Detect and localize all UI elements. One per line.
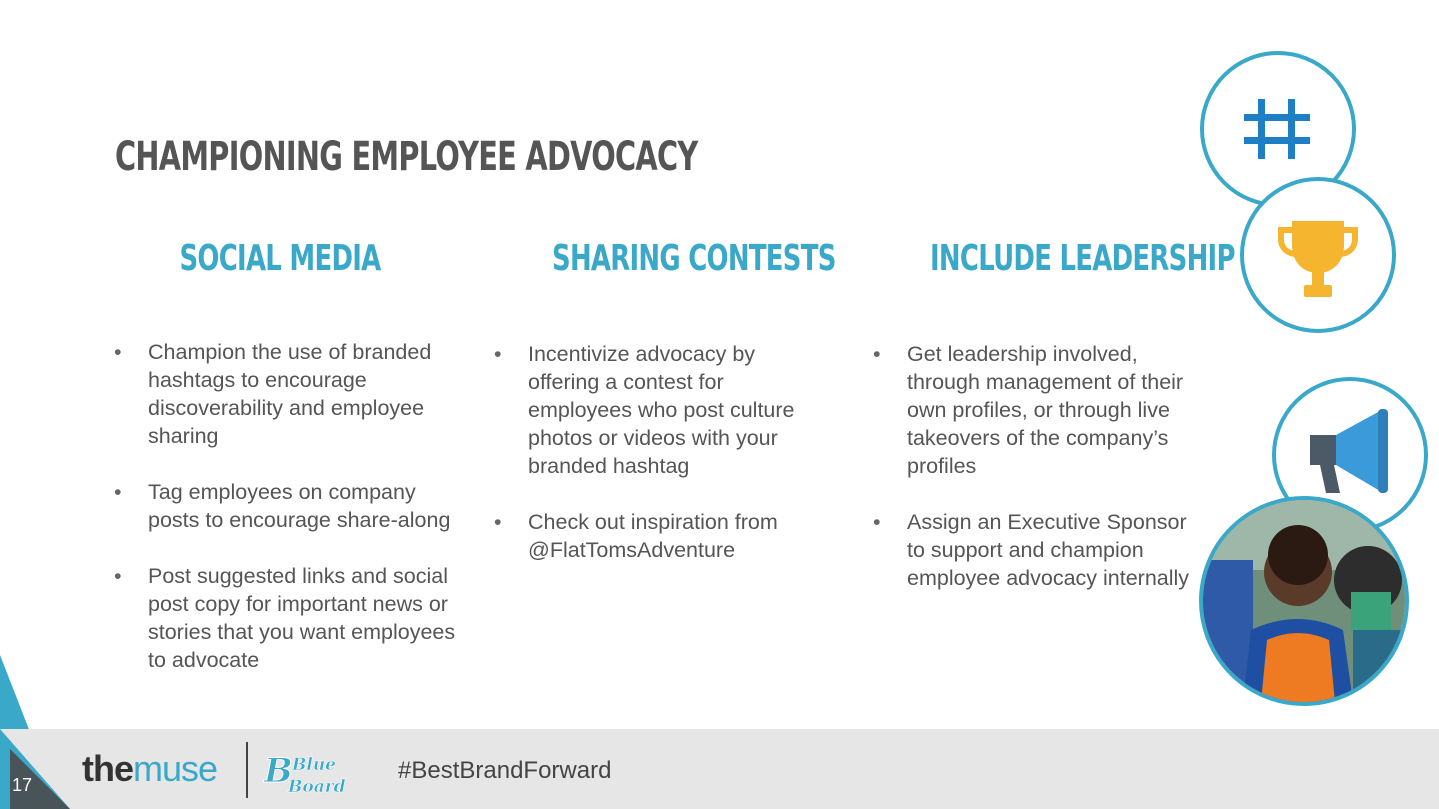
- heading-sharing-contests: SHARING CONTESTS: [552, 238, 836, 279]
- list-item: • Tag employees on company posts to encourage share-along: [114, 478, 464, 534]
- logo-muse-text: muse: [133, 748, 218, 789]
- team-photo-circle: [1199, 496, 1409, 706]
- blueboard-logo-bottom-text: Board: [288, 777, 346, 797]
- logo-divider: [246, 742, 248, 798]
- trophy-icon: [1244, 181, 1392, 329]
- trophy-circle: [1240, 177, 1396, 333]
- blueboard-logo: [262, 748, 356, 798]
- corner-accent: [0, 0, 100, 809]
- list-item: • Get leadership involved, through management of their own profiles, or through live takeovers of the company’s profiles: [873, 340, 1195, 480]
- blueboard-logo-top-text: Blue: [292, 755, 337, 775]
- logo-the-text: the: [82, 748, 133, 789]
- social-media-list: [114, 338, 464, 702]
- list-item: • Champion the use of branded hashtags to encourage discoverability and employee sharing: [114, 338, 464, 450]
- team-photo: [1203, 500, 1405, 702]
- heading-include-leadership: INCLUDE LEADERSHIP: [930, 238, 1235, 279]
- svg-text:B: B: [264, 751, 293, 791]
- slide-title: CHAMPIONING EMPLOYEE ADVOCACY: [115, 134, 698, 180]
- list-item: • Check out inspiration from @FlatTomsAdventure: [494, 508, 824, 564]
- hashtag-text: #BestBrandForward: [398, 757, 612, 784]
- footer-corner-accent: [0, 729, 90, 809]
- themuse-logo: [82, 748, 217, 790]
- include-leadership-list: [873, 340, 1195, 620]
- page-number: 17: [12, 775, 33, 795]
- heading-social-media: SOCIAL MEDIA: [179, 238, 381, 279]
- list-item: • Post suggested links and social post copy for important news or stories that you want employees to advocate: [114, 562, 464, 674]
- sharing-contests-list: [494, 340, 824, 592]
- list-item: • Assign an Executive Sponsor to support and champion employee advocacy internally: [873, 508, 1195, 592]
- list-item: • Incentivize advocacy by offering a contest for employees who post culture photos or videos with your branded hashtag: [494, 340, 824, 480]
